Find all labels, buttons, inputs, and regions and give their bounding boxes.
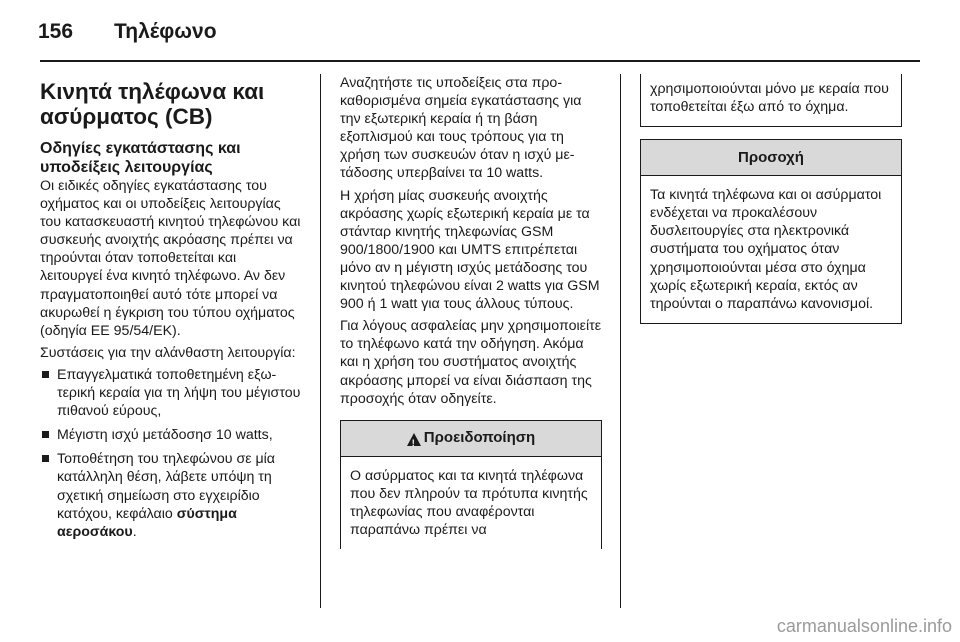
page-title: Τηλέφωνο: [114, 20, 217, 43]
warning-box: [340, 420, 602, 549]
header-rule: [40, 60, 920, 62]
column-divider-1: [320, 74, 321, 608]
paragraph: Η χρήση μίας συσκευής ανοιχτής ακρόασης χωρίς εξωτερική κεραία με τα στάνταρ κινητής τηλεφωνίας GSM 900/1800/1900 και UMTS επιτρέπεται μόνο αν η μέγιστη ισχύς μετάδοσης του κινητού τηλεφώνου είναι 2 watts για GSM 900 ή 1 watt για τους άλλους τύπους.: [340, 187, 600, 313]
paragraph: Για λόγους ασφαλείας μην χρησιμοποιείτε το τηλέφωνο κατά την οδήγηση. Ακόμα και η χρήση του συστήματος ανοιχτής ακρόασης μπορεί να είναι διάσπαση της προσοχής όταν οδηγείτε.: [340, 318, 602, 407]
column-3: [640, 74, 902, 324]
section-heading: Κινητά τηλέφωνα και ασύρματος (CB): [40, 79, 265, 129]
list-item: Τοποθέτηση του τηλεφώνου σε μία κατάλληλη θέση, λάβετε υπόψη τη σχετική σημείωση στο εγχειρίδιο κατόχου, κεφάλαιο σύστημα αεροσάκου.: [40, 450, 302, 540]
paragraph: Οι ειδικές οδηγίες εγκατάστασης του οχήματος και οι υποδείξεις λειτουργίας του κατασκευαστή κινητού τηλεφώνου και συσκευής ανοιχτής ακρόασης πρέπει να τηρούνται όταν τοποθετείται και λειτουργεί ένα κινητό τηλέφωνο. Αν δεν πραγματοποιηθεί αυτό τότε μπορεί να ακυρωθεί η έγκριση του τύπου οχήματος (οδηγία ΕΕ 95/54/ΕΚ).: [40, 178, 301, 339]
bullet-square-icon: [42, 371, 49, 378]
warning-text: Ο ασύρματος και τα κινητά τηλέφωνα που δεν πληρούν τα πρότυπα κινητής τηλεφωνίας που αναφέρονται παραπάνω πρέπει να: [350, 467, 588, 538]
subsection-heading: Οδηγίες εγκατάστασης και υποδείξεις λειτουργίας: [40, 140, 241, 176]
bullet-square-icon: [42, 431, 49, 438]
page-number: 156: [38, 20, 74, 43]
caution-header: Προσοχή: [641, 140, 901, 176]
list-item: Επαγγελματικά τοποθετημένη εξωτερική κεραία για τη λήψη του μέγιστου πιθανού εύρους,: [40, 366, 302, 420]
warning-triangle-icon: [407, 433, 421, 446]
watermark: carmanualsonline.info: [776, 616, 952, 636]
chapter-reference: σύστημα αεροσάκου: [57, 505, 237, 540]
caution-text: Τα κινητά τηλέφωνα και οι ασύρματοι ενδέχεται να προκαλέσουν δυσλειτουργίες στα ηλεκτρονικά συστήματα του οχήματος όταν χρησιμοποιούνται μέσα στο όχημα χωρίς εξωτερική κεραία, εκτός αν τηρούνται ο παραπάνω κανονισμοί.: [650, 187, 882, 312]
warning-box-continued: [640, 74, 902, 127]
paragraph: Αναζητήστε τις υποδείξεις στα προκαθορισμένα σημεία εγκατάστασης για την εξωτερική κεραία ή τη βάση εξοπλισμού και τους τρόπους για τη χρήση των συσκευών όταν η ισχύ μετάδοσης υπερβαίνει τα 10 watts.: [340, 75, 582, 182]
column-2: [340, 74, 602, 549]
recommendation-list: [40, 366, 302, 541]
caution-box: [640, 139, 902, 324]
column-divider-2: [620, 74, 621, 608]
bullet-square-icon: [42, 455, 49, 462]
warning-title: Προειδοποίηση: [423, 429, 536, 447]
paragraph: Συστάσεις για την αλάνθαστη λειτουργία:: [40, 344, 296, 361]
warning-text-continued: χρησιμοποιούνται μόνο με κεραία που τοποθετείται έξω από το όχημα.: [650, 81, 889, 116]
list-item: Μέγιστη ισχύ μετάδοσησ 10 watts,: [40, 426, 302, 444]
warning-header: [341, 421, 601, 457]
column-1: [40, 74, 302, 547]
